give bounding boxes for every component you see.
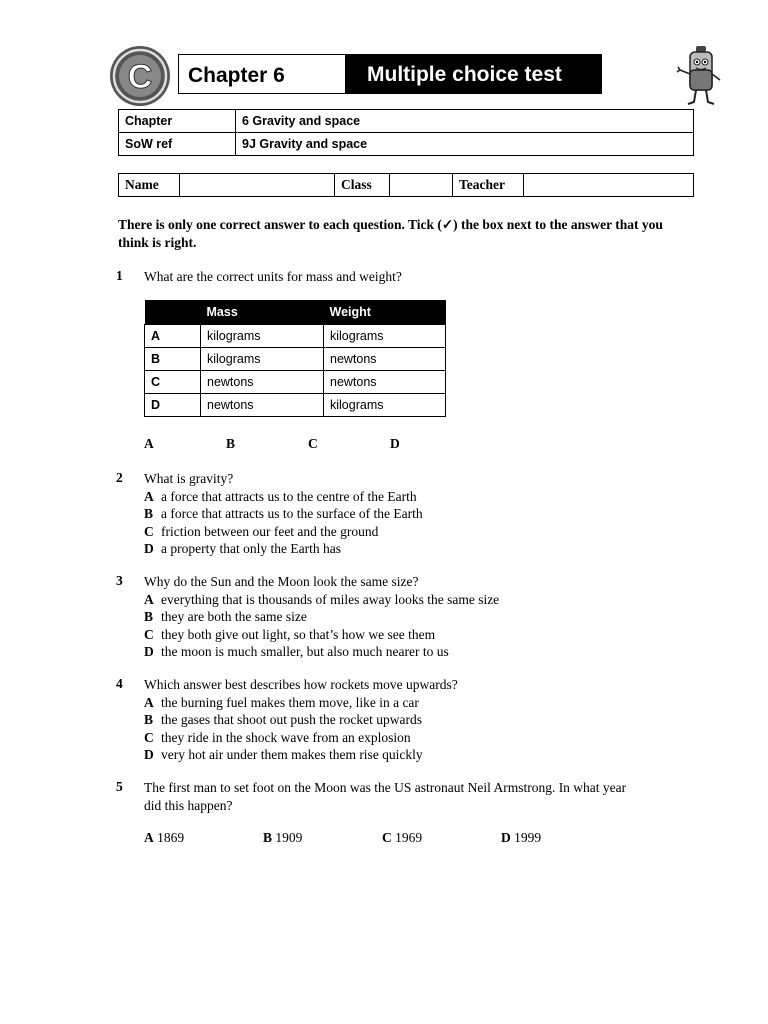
info-key: SoW ref xyxy=(119,133,236,156)
info-value: 6 Gravity and space xyxy=(236,110,694,133)
answer-option-c[interactable]: C they ride in the shock wave from an explosion xyxy=(144,729,411,745)
answer-option-c[interactable]: C friction between our feet and the ground xyxy=(144,523,379,539)
table-row xyxy=(145,371,446,394)
teacher-field[interactable] xyxy=(524,174,694,197)
weight-cell: kilograms xyxy=(324,394,446,417)
table-header-mass: Mass xyxy=(201,300,324,325)
question-block xyxy=(144,779,704,814)
answer-option-b[interactable]: B a force that attracts us to the surface of the Earth xyxy=(144,506,423,521)
table-row xyxy=(145,394,446,417)
answer-option-a[interactable]: A the burning fuel makes them move, like in a car xyxy=(144,694,419,710)
answer-option-b[interactable]: B the gases that shoot out push the rocket upwards xyxy=(144,712,422,727)
class-label: Class xyxy=(335,174,390,197)
question-text: What are the correct units for mass and weight? xyxy=(144,269,402,284)
answer-option-c[interactable]: C xyxy=(308,436,318,451)
question-text: Which answer best describes how rockets move upwards? xyxy=(144,677,458,692)
answer-option-d[interactable]: D xyxy=(390,436,400,451)
answer-option-d[interactable]: D a property that only the Earth has xyxy=(144,541,341,556)
answer-option-b[interactable]: B they are both the same size xyxy=(144,609,307,624)
info-key: Chapter xyxy=(119,110,236,133)
row-letter: C xyxy=(145,371,201,394)
logo-letter: C xyxy=(127,58,153,96)
table-header-weight: Weight xyxy=(324,300,446,325)
answer-option-a[interactable]: A 1869 xyxy=(144,830,185,845)
info-value: 9J Gravity and space xyxy=(236,133,694,156)
question-number: 2 xyxy=(116,470,123,485)
question-text: What is gravity? xyxy=(144,471,234,486)
weight-cell: newtons xyxy=(324,348,446,371)
question-number: 3 xyxy=(116,573,123,588)
class-field[interactable] xyxy=(390,174,453,197)
row-letter: A xyxy=(145,325,201,348)
question-block xyxy=(144,676,704,764)
info-table xyxy=(118,109,694,156)
instructions: There is only one correct answer to each question. Tick (✓) the box next to the answer that you think is right. xyxy=(118,217,663,250)
name-field[interactable] xyxy=(180,174,335,197)
answer-option-a[interactable]: A everything that is thousands of miles away looks the same size xyxy=(144,591,500,607)
header-box xyxy=(178,54,602,94)
row-letter: D xyxy=(145,394,201,417)
question-number: 1 xyxy=(116,268,123,283)
mass-cell: newtons xyxy=(201,371,324,394)
table-header xyxy=(145,300,201,325)
question-text-line1: The first man to set foot on the Moon was the US astronaut Neil Armstrong. In what year xyxy=(144,780,627,795)
table-row xyxy=(145,348,446,371)
battery-mascot-icon xyxy=(676,40,732,110)
question-text-line2: did this happen? xyxy=(144,797,233,813)
answer-option-d[interactable]: D the moon is much smaller, but also much nearer to us xyxy=(144,644,449,659)
info-row-sow xyxy=(119,133,694,156)
question-block xyxy=(144,470,704,558)
table-row xyxy=(145,325,446,348)
answer-option-c[interactable]: C they both give out light, so that’s how we see them xyxy=(144,626,436,642)
weight-cell: newtons xyxy=(324,371,446,394)
weight-cell: kilograms xyxy=(324,325,446,348)
question-text: Why do the Sun and the Moon look the same size? xyxy=(144,574,419,589)
question-number: 5 xyxy=(116,779,123,794)
units-table xyxy=(144,300,446,417)
mass-cell: newtons xyxy=(201,394,324,417)
question-number: 4 xyxy=(116,676,123,691)
answer-option-c[interactable]: C 1969 xyxy=(382,830,423,845)
info-row-chapter xyxy=(119,110,694,133)
chapter-logo xyxy=(108,44,172,108)
chapter-title: Chapter 6 xyxy=(188,64,285,87)
answer-option-d[interactable]: D 1999 xyxy=(501,830,542,845)
mass-cell: kilograms xyxy=(201,325,324,348)
name-label: Name xyxy=(119,174,180,197)
answer-option-b[interactable]: B 1909 xyxy=(263,830,303,845)
row-letter: B xyxy=(145,348,201,371)
answer-option-d[interactable]: D very hot air under them makes them rise quickly xyxy=(144,747,423,762)
question-block xyxy=(144,573,704,661)
student-details-table xyxy=(118,173,694,197)
test-title: Multiple choice test xyxy=(345,55,601,93)
mass-cell: kilograms xyxy=(201,348,324,371)
answer-option-b[interactable]: B xyxy=(226,436,236,451)
teacher-label: Teacher xyxy=(453,174,524,197)
answer-option-a[interactable]: A a force that attracts us to the centre of the Earth xyxy=(144,488,417,504)
answer-option-a[interactable]: A xyxy=(144,436,154,451)
